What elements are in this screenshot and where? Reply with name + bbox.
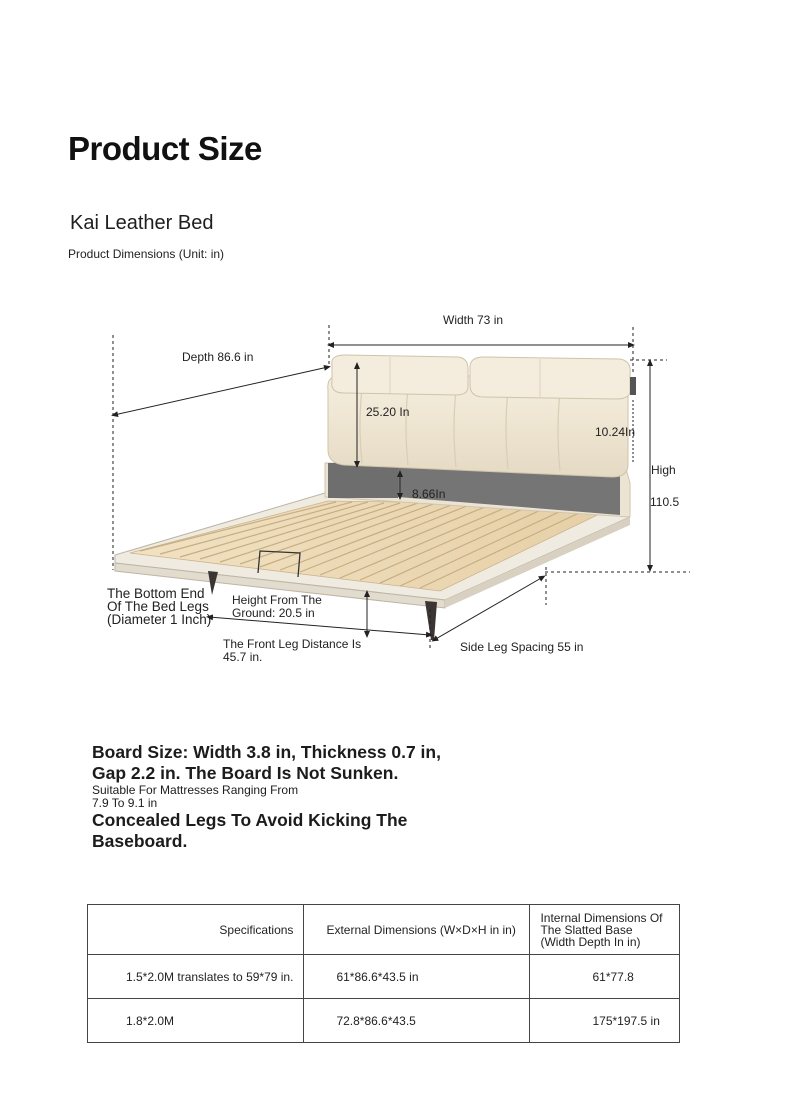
table-cell: 175*197.5 in (530, 999, 680, 1043)
table-cell: 61*86.6*43.5 in (304, 955, 530, 999)
headboard-thickness-label: 10.24In (595, 425, 636, 439)
headboard-panel (328, 463, 398, 498)
specifications-table (87, 904, 680, 1043)
concealed-legs-note: Concealed Legs To Avoid Kicking The Baseboard. (92, 810, 408, 851)
bed-dimension-diagram (100, 305, 700, 675)
headboard-height-label: 25.20 In (366, 405, 410, 419)
panel-height-label: 8.66In (412, 487, 446, 501)
mattress-range-note: Suitable For Mattresses Ranging From 7.9 To 9.1 in (92, 783, 299, 810)
table-cell: 1.5*2.0M translates to 59*79 in. (88, 955, 304, 999)
headboard (325, 355, 636, 517)
table-header-cell: Internal Dimensions Of The Slatted Base (Width Depth In in) (530, 905, 680, 955)
ground-height-label: Height From The Ground: 20.5 in (232, 593, 322, 620)
page-title: Product Size (68, 130, 262, 167)
table-header-cell: External Dimensions (W×D×H in in) (304, 905, 530, 955)
front-leg-distance-label: The Front Leg Distance Is 45.7 in. (223, 637, 362, 664)
high-value: 110.5 (650, 495, 680, 509)
product-name: Kai Leather Bed (70, 212, 214, 234)
table-cell: 1.8*2.0M (88, 999, 304, 1043)
bottom-legs-label: The Bottom End Of The Bed Legs (Diameter 1 Inch) (107, 586, 212, 627)
board-size-note: Board Size: Width 3.8 in, Thickness 0.7 in, Gap 2.2 in. The Board Is Not Sunken. (92, 742, 441, 783)
width-label: Width 73 in (443, 313, 504, 327)
table-header-row (88, 905, 680, 955)
depth-label: Depth 86.6 in (182, 350, 254, 364)
table-cell: 61*77.8 (530, 955, 680, 999)
high-label: High (651, 463, 676, 477)
side-leg-spacing-label: Side Leg Spacing 55 in (460, 640, 584, 654)
table-cell: 72.8*86.6*43.5 (304, 999, 530, 1043)
table-row (88, 999, 680, 1043)
table-header-cell: Specifications (88, 905, 304, 955)
dimensions-caption: Product Dimensions (Unit: in) (68, 247, 225, 261)
table-row (88, 955, 680, 999)
feature-notes (92, 742, 472, 851)
